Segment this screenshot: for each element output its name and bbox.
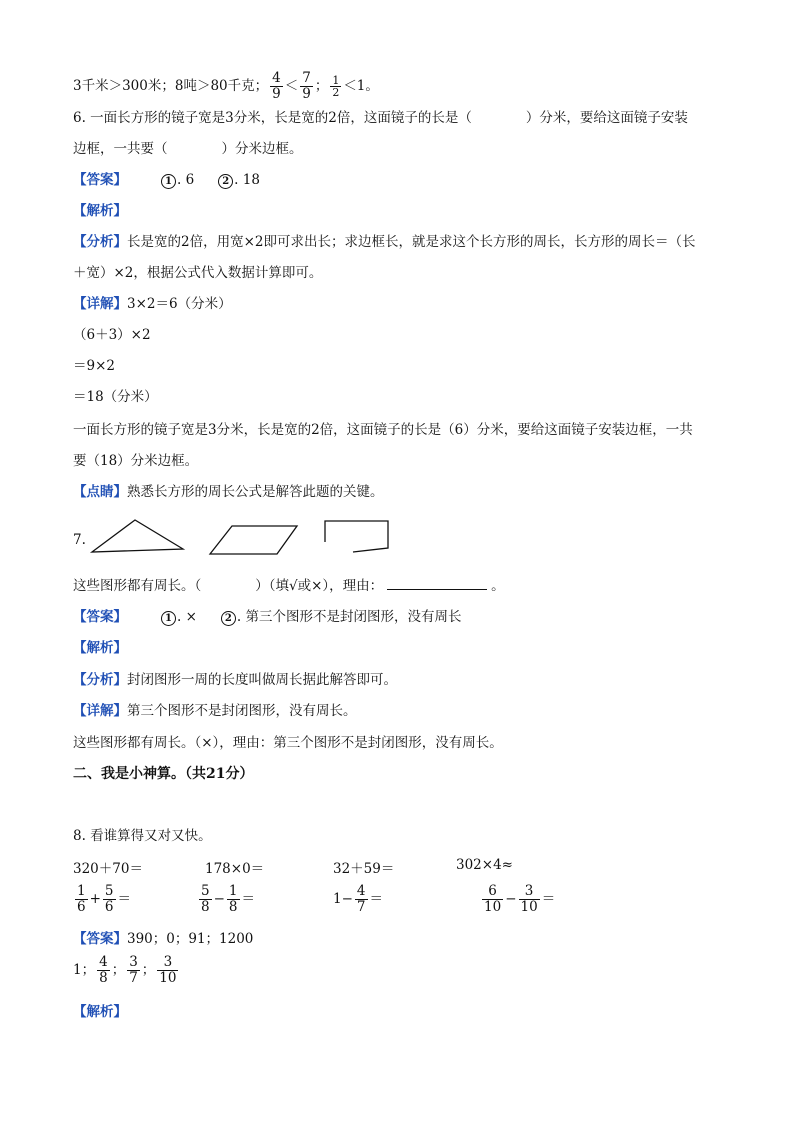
q7-xiangjie: 【详解】第三个图形不是封闭图形，没有周长。 (73, 703, 357, 719)
fraction-calc-2: $\frac{5}{8}$ − $\frac{1}{8}$ ＝ (201, 883, 255, 915)
q6-step4: ＝18（分米） (73, 389, 158, 405)
q6-step2: （6＋3）×2 (73, 327, 151, 343)
calc-item: 32＋59＝ (333, 861, 395, 877)
q6-answer: 【答案】 1 . 6 2 . 18 (73, 172, 260, 188)
q6-summary1: 一面长方形的镜子宽是3分米，长是宽的2倍，这面镜子的长是（6）分米，要给这面镜子安装边框，一共 (73, 422, 693, 438)
q7-question: 这些图形都有周长。（ ）（填√或×），理由： 。 (73, 578, 505, 594)
triangle-shape (92, 520, 183, 552)
q6-line2: 边框，一共要（ ）分米边框。 (73, 141, 303, 157)
fraction-calc-1: $\frac{1}{6}$ + $\frac{5}{6}$ ＝ (77, 883, 131, 915)
q6-line1: 6. 一面长方形的镜子宽是3分米，长是宽的2倍，这面镜子的长是（ ）分米，要给这面镜子安装 (73, 110, 688, 126)
calc-item: 320＋70＝ (73, 861, 143, 877)
q6-jiexi-tag: 【解析】 (73, 203, 127, 219)
q6-summary2: 要（18）分米边框。 (73, 453, 199, 469)
q8-jiexi-tag: 【解析】 (73, 1004, 127, 1020)
circled-number: 2 (218, 174, 233, 189)
q8-title: 8. 看谁算得又对又快。 (73, 828, 212, 844)
q6-xiangjie: 【详解】3×2＝6（分米） (73, 296, 232, 312)
q6-dianjing: 【点睛】熟悉长方形的周长公式是解答此题的关键。 (73, 484, 384, 500)
calc-item: 302×4≈ (456, 857, 513, 873)
section-heading: 二、我是小神算。（共21分） (73, 766, 254, 782)
calc-item: 178×0＝ (205, 861, 265, 877)
q6-fenxi: 【分析】长是宽的2倍，用宽×2即可求出长；求边框长，就是求这个长方形的周长，长方形的周长＝（长 (73, 234, 696, 250)
circled-number: 1 (161, 611, 176, 626)
parallelogram-shape (210, 526, 297, 554)
q7-answer: 【答案】 1 . × 2 . 第三个图形不是封闭图形，没有周长 (73, 609, 462, 625)
fraction-calc-4: $\frac{6}{10}$ − $\frac{3}{10}$ ＝ (484, 883, 556, 915)
q7-jiexi-tag: 【解析】 (73, 640, 127, 656)
q8-answer: 【答案】390；0；91；1200 (73, 931, 254, 947)
q7-shapes (85, 512, 395, 560)
answer-blank (387, 577, 487, 590)
circled-number: 2 (221, 611, 236, 626)
fraction: $\frac{4}{9}$ (272, 70, 281, 102)
q7-fenxi: 【分析】封闭图形一周的长度叫做周长据此解答即可。 (73, 672, 397, 688)
circled-number: 1 (161, 174, 176, 189)
fraction-calc-3: 1− $\frac{4}{7}$ ＝ (333, 883, 383, 915)
q7-summary: 这些图形都有周长。（×），理由：第三个图形不是封闭图形，没有周长。 (73, 735, 503, 751)
fraction: $\frac{7}{9}$ (302, 70, 311, 102)
open-shape (325, 521, 388, 552)
q6-step3: ＝9×2 (73, 358, 115, 374)
q8-answer-fractions: 1； $\frac{4}{8}$ ； $\frac{3}{7}$ ； $\frac{3}{10}$ (73, 954, 177, 986)
prev-answer-line: 3千米＞300米；8吨＞80千克； $\frac{4}{9}$ ＜ $\frac{7}{9}$ ； $\frac{1}{2}$ ＜1。 (73, 70, 379, 102)
fraction: $\frac{1}{2}$ (332, 74, 340, 99)
q6-fenxi-cont: ＋宽）×2，根据公式代入数据计算即可。 (73, 265, 323, 281)
q7-number: 7. (73, 532, 86, 548)
